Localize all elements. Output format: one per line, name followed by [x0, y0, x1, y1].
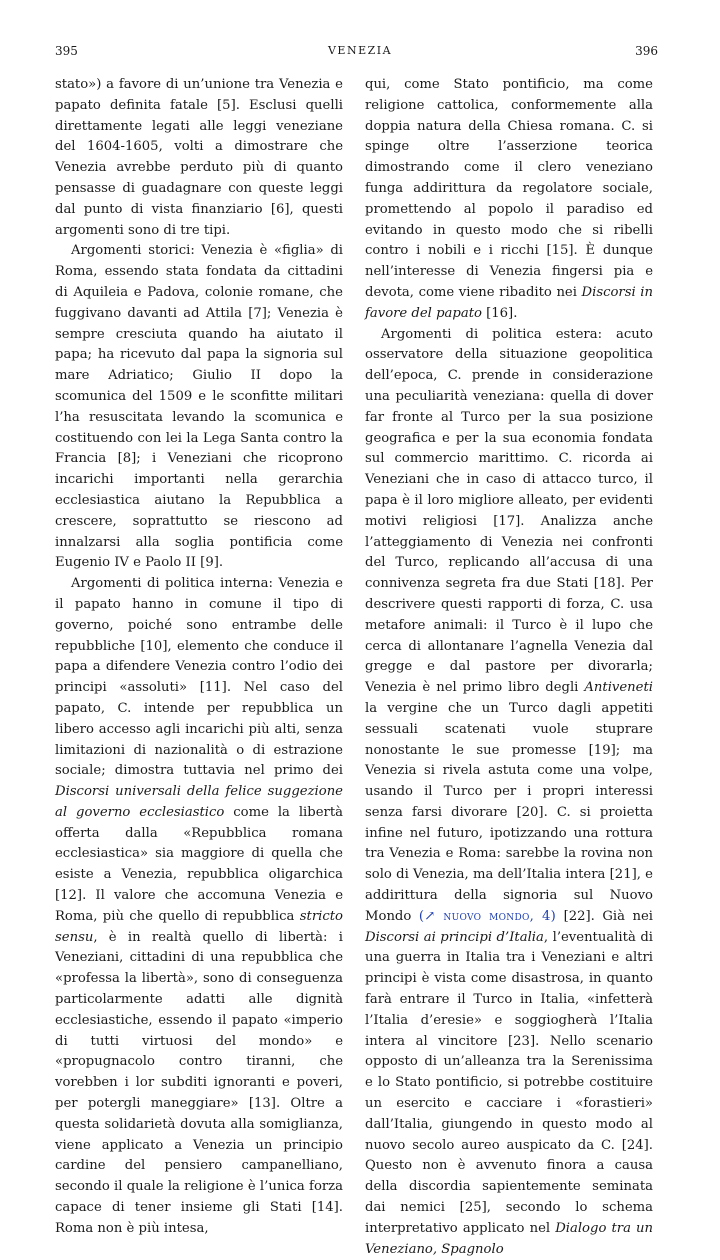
cross-reference-link[interactable]: (↗ nuovo mondo, 4) — [418, 908, 557, 924]
right-column — [365, 75, 653, 1260]
work-title: Discorsi ai principi d’Italia — [365, 929, 544, 945]
work-title: Discorsi in favore del papato — [365, 284, 654, 321]
running-header — [0, 44, 720, 64]
work-title: Dialogo tra un Veneziano, Spagnolo — [365, 1220, 654, 1257]
page-number-left: 395 — [55, 44, 78, 58]
work-title: Discorsi universali della felice suggezione al governo ecclesiastico — [55, 784, 343, 820]
page-number-right: 396 — [635, 44, 658, 58]
paragraph-historical-arguments: Argomenti storici: Venezia è «figlia» di Roma, essendo stata fondata da cittadini di Aquileia e Padova, colonie romane, che fuggivano davanti ad Attila [7]; Venezia è sempre cresciuta quando ha aiutato il papa; ha ricevuto dal papa la signoria sul mare Adriatico; Giulio II dopo la scomunica del 1509 e le sconfitte militari l’ha resuscitata levando la scomunica e costituendo con lei la Lega Santa contro la Francia [8]; i Veneziani che ricoprono incarichi importanti nella gerarchia ecclesiastica aiutano la Repubblica a crescere, soprattutto se riescono ad innalzarsi alla soglia pontificia come Eugenio IV e Paolo II [9]. — [55, 243, 343, 571]
paragraph: stato») a favore di un’unione tra Venezia e papato definita fatale [5]. Esclusi quelli direttamente legati alle leggi veneziane del 1604-1605, volti a dimostrare che Venezia avrebbe perduto più di quanto pensasse di guadagnare con queste leggi dal punto di vista finanziario [6], questi argomenti sono di tre tipi. — [55, 77, 343, 238]
paragraph-foreign-politics: Argomenti di politica estera: acuto osservatore della situazione geopolitica dell’epoca, C. prende in considerazione una peculiarità veneziana: quella di dover far fronte al Turco per la sua posizione geografica e per la sua economia fondata sul commercio marittimo. C. ricorda ai Veneziani che in caso di attacco turco, il papa è il loro migliore alleato, per evidenti motivi religiosi [17]. Analizza anche l’atteggiamento di Venezia nei confronti del Turco, replicando all’accusa di una connivenza segreta fra due Stati [18]. Per descrivere questi rapporti di forza, C. usa metafore animali: il Turco è il lupo che cerca di allontanare l’agnella Venezia dal gregge e dal pastore per divorarla; Venezia è nel primo libro degli Antiveneti la vergine che un Turco dagli appetiti sessuali scatenati vuole stuprare nonostante le sue promesse [19]; ma Venezia si rivela astuta come una volpe, usando il Turco per i propri interessi senza farsi divorare [20]. C. si proietta infine nel futuro, ipotizzando una rottura tra Venezia e Roma: sarebbe la rovina non solo di Venezia, ma dell’Italia intera [21], e addirittura della signoria sul Nuovo Mondo (↗ nuovo mondo, 4) [22]. Già nei Discorsi ai principi d’Italia, l’eventualità di una guerra in Italia tra i Veneziani e altri principi è vista come disastrosa, in quanto farà entrare il Turco in Italia, «infetterà l’Italia d’eresie» e soggiogherà l’Italia intera al vincitore [23]. Nello scenario opposto di un’alleanza tra la Serenissima e lo Stato pontificio, si potrebbe costituire un esercito e cacciare i «forastieri» dall’Italia, giungendo in questo modo al nuovo secolo aureo auspicato da C. [24]. Questo non è avvenuto finora a causa della discordia sapientemente seminata dai nemici [25], secondo lo schema interpretativo applicato nel Dialogo tra un Veneziano, Spagnolo — [365, 326, 654, 1257]
left-column — [55, 75, 343, 1240]
paragraph-internal-politics: Argomenti di politica interna: Venezia e il papato hanno in comune il tipo di governo, poiché sono entrambe delle repubbliche [10], elemento che conduce il papa a difendere Venezia contro l’odio dei principi «assoluti» [11]. Nel caso del papato, C. intende per repubblica un libero accesso agli incarichi più alti, senza limitazioni di nazionalità o di estrazione sociale; dimostra tuttavia nel primo dei Discorsi universali della felice suggezione al governo ecclesiastico come la libertà offerta dalla «Repubblica romana ecclesiastica» sia maggiore di quella che esiste a Venezia, repubblica oligarchica [12]. Il valore che accomuna Venezia e Roma, più che quello di repubblica stricto sensu, è in realtà quello di libertà: i Veneziani, cittadini di una repubblica che «professa la libertà», sono di conseguenza particolarmente adatti alle dignità ecclesiastiche, essendo il papato «imperio di tutti virtuosi del mondo» e «propugnacolo contro tiranni, che vorebben i lor subditi ignoranti e poveri, per potergli maneggiare» [13]. Oltre a questa solidarietà dovuta alla somiglianza, viene applicato a Venezia un principio cardine del pensiero campanelliano, secondo il quale la religione è l’unica forza capace di tener insieme gli Stati [14]. Roma non è più intesa, — [55, 576, 343, 1236]
paragraph: qui, come Stato pontificio, ma come religione cattolica, conformemente alla doppia natura della Chiesa romana. C. si spinge oltre l’asserzione teorica dimostrando come il clero veneziano funga addirittura da regolatore sociale, promettendo al popolo il paradiso ed evitando in questo modo che si ribelli contro i nobili e i ricchi [15]. È dunque nell’interesse di Venezia fingersi pia e devota, come viene ribadito nei Discorsi in favore del papato [16]. — [365, 77, 654, 321]
work-title: Antiveneti — [584, 680, 653, 696]
latin-phrase: stricto sensu — [55, 908, 343, 945]
running-title: VENEZIA — [327, 44, 393, 57]
